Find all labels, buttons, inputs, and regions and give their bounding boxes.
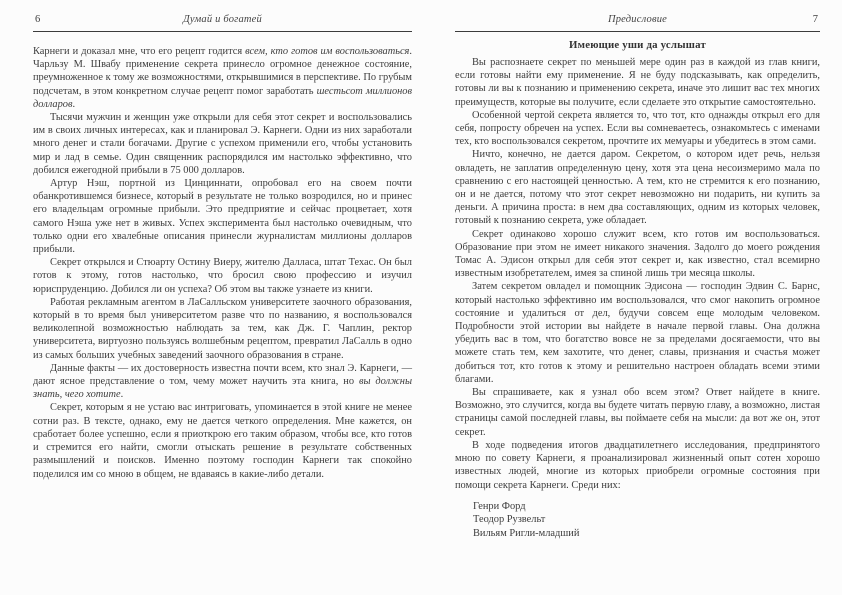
text-run: Карнеги и доказал мне, что его рецепт годится — [33, 46, 246, 57]
name-line: Вильям Ригли-младший — [473, 527, 580, 539]
paragraph — [455, 386, 820, 439]
emphasis-text: всем, кто готов им воспользоваться — [245, 46, 410, 57]
paragraph — [33, 177, 412, 256]
name-line: Теодор Рузвельт — [473, 514, 546, 526]
text-run: Ничто, конечно, не дается даром. Секретом, о котором идет речь, нельзя овладеть, не заплатив определенную цену, хотя эта цена несоизмеримо мала по сравнению с его настоящей ценностью. А тем, кто не стремится к его познанию, он и не дается, потому что этот секрет невозможно ни подарить, ни купить за деньги. А причина проста: в нем два составляющих, одним из которых человек, готовый к познанию секрета, уже обладает. — [455, 149, 820, 227]
text-run: Тысячи мужчин и женщин уже открыли для себя этот секрет и воспользовались им в своих личных интересах, как и планировал Э. Карнеги. Одни из них заработали много денег и стали богачами. Другие с успехом применили его, чтобы установить мир и лад в семье. Один священник распорядился им настолько эффективно, что добился ежегодной прибыли в 75 000 долларов. — [33, 112, 412, 176]
paragraph — [455, 148, 820, 227]
paragraph — [455, 109, 820, 149]
running-head-right: Предисловие — [607, 14, 668, 25]
page-left — [33, 14, 412, 595]
section-heading: Имеющие уши да услышат — [569, 39, 706, 51]
text-run: Затем секретом овладел и помощник Эдисона — господин Эдвин С. Барнс, который настолько эффективно им воспользовался, что смог накопить огромное состояние и удалиться от дел, будучи совсем еще молодым человеком. Подробности этой истории вы найдете в начале первой главы. Она должна убедить вас в том, что богатство вовсе не за пределами досягаемости, что вы можете стать тем, кем захотите, что денег, славы, признания и счастья может добиться тот, кто готов к этому и решительно настроен обладать всеми этими благами. — [455, 281, 820, 385]
paragraph — [33, 45, 412, 111]
page-number-right: 7 — [812, 14, 818, 25]
paragraph — [33, 111, 412, 177]
emphasis-text: шестьсот миллионов долларов — [33, 85, 413, 110]
paragraph — [33, 256, 412, 296]
emphasis-text: вы должны знать, чего хотите — [33, 376, 413, 401]
text-run: Особенной чертой секрета является то, что тот, кто однажды открыл его для себя, попросту обречен на успех. Если вы сомневаетесь, ознакомьтесь с именами тех, кто воспользовался секретом, прочтите их мемуары и убедитесь в этом сами. — [455, 109, 820, 148]
page-right — [455, 14, 820, 595]
paragraph — [455, 228, 820, 281]
text-run: Секрет одинаково хорошо служит всем, кто готов им воспользоваться. Образование при этом не имеет никакого значения. Задолго до моего рождения Томас А. Эдисон открыл для себя этот секрет и, как известно, стал всемирно известным изобретателем, имея за спиной лишь три месяца школы. — [455, 228, 820, 280]
paragraph — [33, 362, 412, 402]
page-left-header — [33, 14, 412, 32]
text-run: В ходе подведения итогов двадцатилетнего исследования, предпринятого мною по совету Карнеги, я проанализировал жизненный опыт сотен хорошо известных людей, многие из которых приобрели огромные состояния при помощи секрета Карнеги. Среди них: — [455, 439, 820, 491]
text-run: . Чарльзу М. Швабу применение секрета принесло огромное денежное состояние, преумноженное к тому же возможностями, открывшимися в перспективе. По грубым подсчетам, в этом конкретном случае рецепт помог заработать — [33, 46, 412, 97]
page-left-body — [33, 45, 412, 481]
page-right-body — [455, 56, 820, 492]
paragraph — [33, 401, 412, 480]
page-number-left: 6 — [35, 14, 41, 25]
text-run: Вы распознаете секрет по меньшей мере один раз в каждой из глав книги, если готовы найти ему применение. Я не буду подсказывать, как определить, готовы ли вы к познанию и применению секрета, иначе это лишит вас тех многих преимуществ, которые вы получите, если сделаете это открытие самостоятельно. — [455, 57, 820, 108]
paragraph — [33, 296, 412, 362]
paragraph — [455, 280, 820, 386]
paragraph — [455, 439, 820, 492]
text-run: Секрет открылся и Стюарту Остину Виеру, жителю Далласа, штат Техас. Он был готов к этому, готов настолько, что бросил свою профессию и изучил юриспруденцию. Добился ли он успеха? Об этом вы также узнаете из книги. — [33, 257, 412, 295]
name-line: Генри Форд — [473, 500, 526, 512]
text-run: . — [72, 98, 76, 110]
text-run: Работая рекламным агентом в ЛаСалльском университете заочного образования, который в то время был университетом разве что по названию, я воспользовался великолепной возможностью наблюдать за тем, как Дж. Г. Чаплин, ректор университета, виртуозно пользуясь волшебным рецептом, превратил ЛаСалль в одно из самых больших учебных заведений заочного образования в стране. — [33, 296, 412, 361]
paragraph — [455, 56, 820, 109]
running-head-left: Думай и богатей — [182, 14, 262, 25]
text-run: Вы спрашиваете, как я узнал обо всем этом? Ответ найдете в книге. Возможно, это случится, когда вы будете читать первую главу, а возможно, листая страницы самой последней главы, вы поймаете себя на мысли: да вот же он, этот секрет. — [455, 387, 820, 438]
text-run: . — [120, 389, 124, 401]
text-run: Данные факты — их достоверность известна почти всем, кто знал Э. Карнеги, — дают ясное представление о том, чему может научить эта книга, но — [33, 362, 412, 388]
text-run: Артур Нэш, портной из Цинциннати, опробовал его на своем почти обанкротившемся бизнесе, который в результате не только возродился, но и принес его владельцам огромные прибыли. Это предприятие и сейчас процветает, хотя самого Нэша уже нет в живых. Успех эксперимента был настолько очевидным, что только одни его хвалебные описания принесли журналистам миллионы долларов прибыли. — [33, 178, 412, 256]
page-right-header — [455, 14, 820, 32]
names-list — [455, 500, 820, 540]
text-run: Секрет, которым я не устаю вас интриговать, упоминается в этой книге не менее сотни раз. В тексте, однако, ему не дается четкого определения. Мне кажется, он сработает более успешно, если я приоткрою его таким образом, чтобы все, кто готов и стремится его найти, смогли отыскать решение в результате собственных размышлений и поисков. Именно поэтому господин Карнеги так спокойно поделился им со мною в общем, не вдаваясь в какие-либо детали. — [33, 402, 412, 480]
